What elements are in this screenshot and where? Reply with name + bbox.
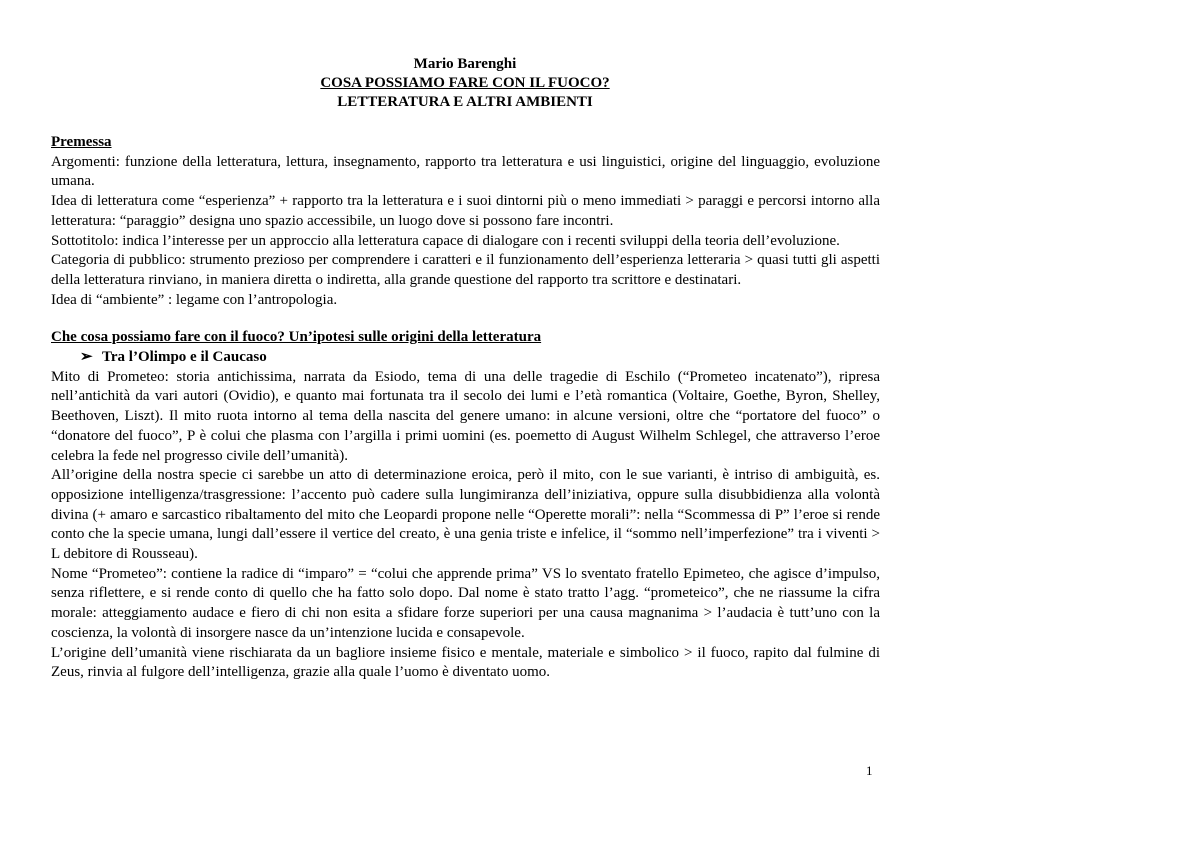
section-heading: Che cosa possiamo fare con il fuoco? Un’ipotesi sulle origini della letteratura	[51, 329, 542, 346]
document-subtitle: LETTERATURA E ALTRI AMBIENTI	[337, 94, 593, 110]
author-name: Mario Barenghi	[413, 56, 517, 72]
premessa-paragraph: Idea di “ambiente” : legame con l’antropologia.	[51, 291, 338, 308]
body-paragraph: L’origine dell’umanità viene rischiarata da un bagliore insieme fisico e mentale, materiale e simbolico > il fuoco, rapito dal fulmine di Zeus, rinvia al fulgore dell’intelligenza, grazie alla quale l’uomo è diventato uomo.	[51, 644, 880, 681]
document-header	[0, 55, 930, 112]
page-number: 1	[866, 763, 873, 778]
premessa-heading: Premessa	[51, 134, 112, 150]
document-title: COSA POSSIAMO FARE CON IL FUOCO?	[320, 75, 610, 91]
bullet-subheading	[51, 348, 880, 368]
body-paragraph: Nome “Prometeo”: contiene la radice di “imparo” = “colui che apprende prima” VS lo sventato fratello Epimeteo, che agisce d’impulso, senza riflettere, e si rende conto di quello che ha fatto solo dopo. Dal nome è stato tratto l’agg. “prometeico”, che ne riassume la cifra morale: atteggiamento audace e fiero di chi non esita a sfidare forze superiori per una causa magnanima > l’audacia è tutt’uno con la coscienza, la volontà di insorgere nasce da un’intenzione lucida e consapevole.	[51, 565, 880, 641]
premessa-paragraph: Sottotitolo: indica l’interesse per un approccio alla letteratura capace di dialogare con i recenti sviluppi della teoria dell’evoluzione.	[51, 232, 840, 249]
bullet-text: Tra l’Olimpo e il Caucaso	[102, 349, 267, 366]
body-paragraph: All’origine della nostra specie ci sarebbe un atto di determinazione eroica, però il mito, con le sue varianti, è intriso di ambiguità, es. opposizione intelligenza/trasgressione: l’accento può cadere sulla lungimiranza dell’iniziativa, oppure sulla disubbidienza alla volontà divina (+ amaro e sarcastico ribaltamento del mito che Leopardi propone nelle “Operette morali”: nella “Scommessa di P” l’eroe si rende conto che la specie umana, lungi dall’essere il vertice del creato, è una genia triste e infelice, il “sommo nell’imperfezione” tra i viventi > L debitore di Rousseau).	[51, 467, 880, 563]
arrow-bullet-icon: ➢	[80, 349, 93, 366]
section-spacer	[51, 310, 880, 328]
body-paragraph: Mito di Prometeo: storia antichissima, narrata da Esiodo, tema di una delle tragedie di Eschilo (“Prometeo incatenato”), ripresa nell’antichità da vari autori (Ovidio), e quanto mai fortunata tra il secolo dei lumi e l’età romantica (Voltaire, Goethe, Byron, Shelley, Beethoven, Liszt). Il mito ruota intorno al tema della nascita del genere umano: in alcune versioni, oltre che “portatore del fuoco” o “donatore del fuoco”, P è colui che plasma con l’argilla i primi uomini (es. poemetto di August Wilhelm Schlegel, che attraverso l’eroe celebra la fede nel progresso civile dell’umanità).	[51, 368, 880, 464]
premessa-paragraph: Argomenti: funzione della letteratura, lettura, insegnamento, rapporto tra letteratura e usi linguistici, origine del linguaggio, evoluzione umana.	[51, 153, 880, 190]
document-body	[51, 133, 880, 683]
premessa-paragraph: Idea di letteratura come “esperienza” + rapporto tra la letteratura e i suoi dintorni più o meno immediati > paraggi e percorsi intorno alla letteratura: “paraggio” designa uno spazio accessibile, un luogo dove si possono fare incontri.	[51, 193, 880, 229]
premessa-paragraph: Categoria di pubblico: strumento prezioso per comprendere i caratteri e il funzionamento dell’esperienza letteraria > quasi tutti gli aspetti della letteratura rinviano, in maniera diretta o indiretta, alla grande questione del rapporto tra scrittore e destinatari.	[51, 252, 880, 288]
